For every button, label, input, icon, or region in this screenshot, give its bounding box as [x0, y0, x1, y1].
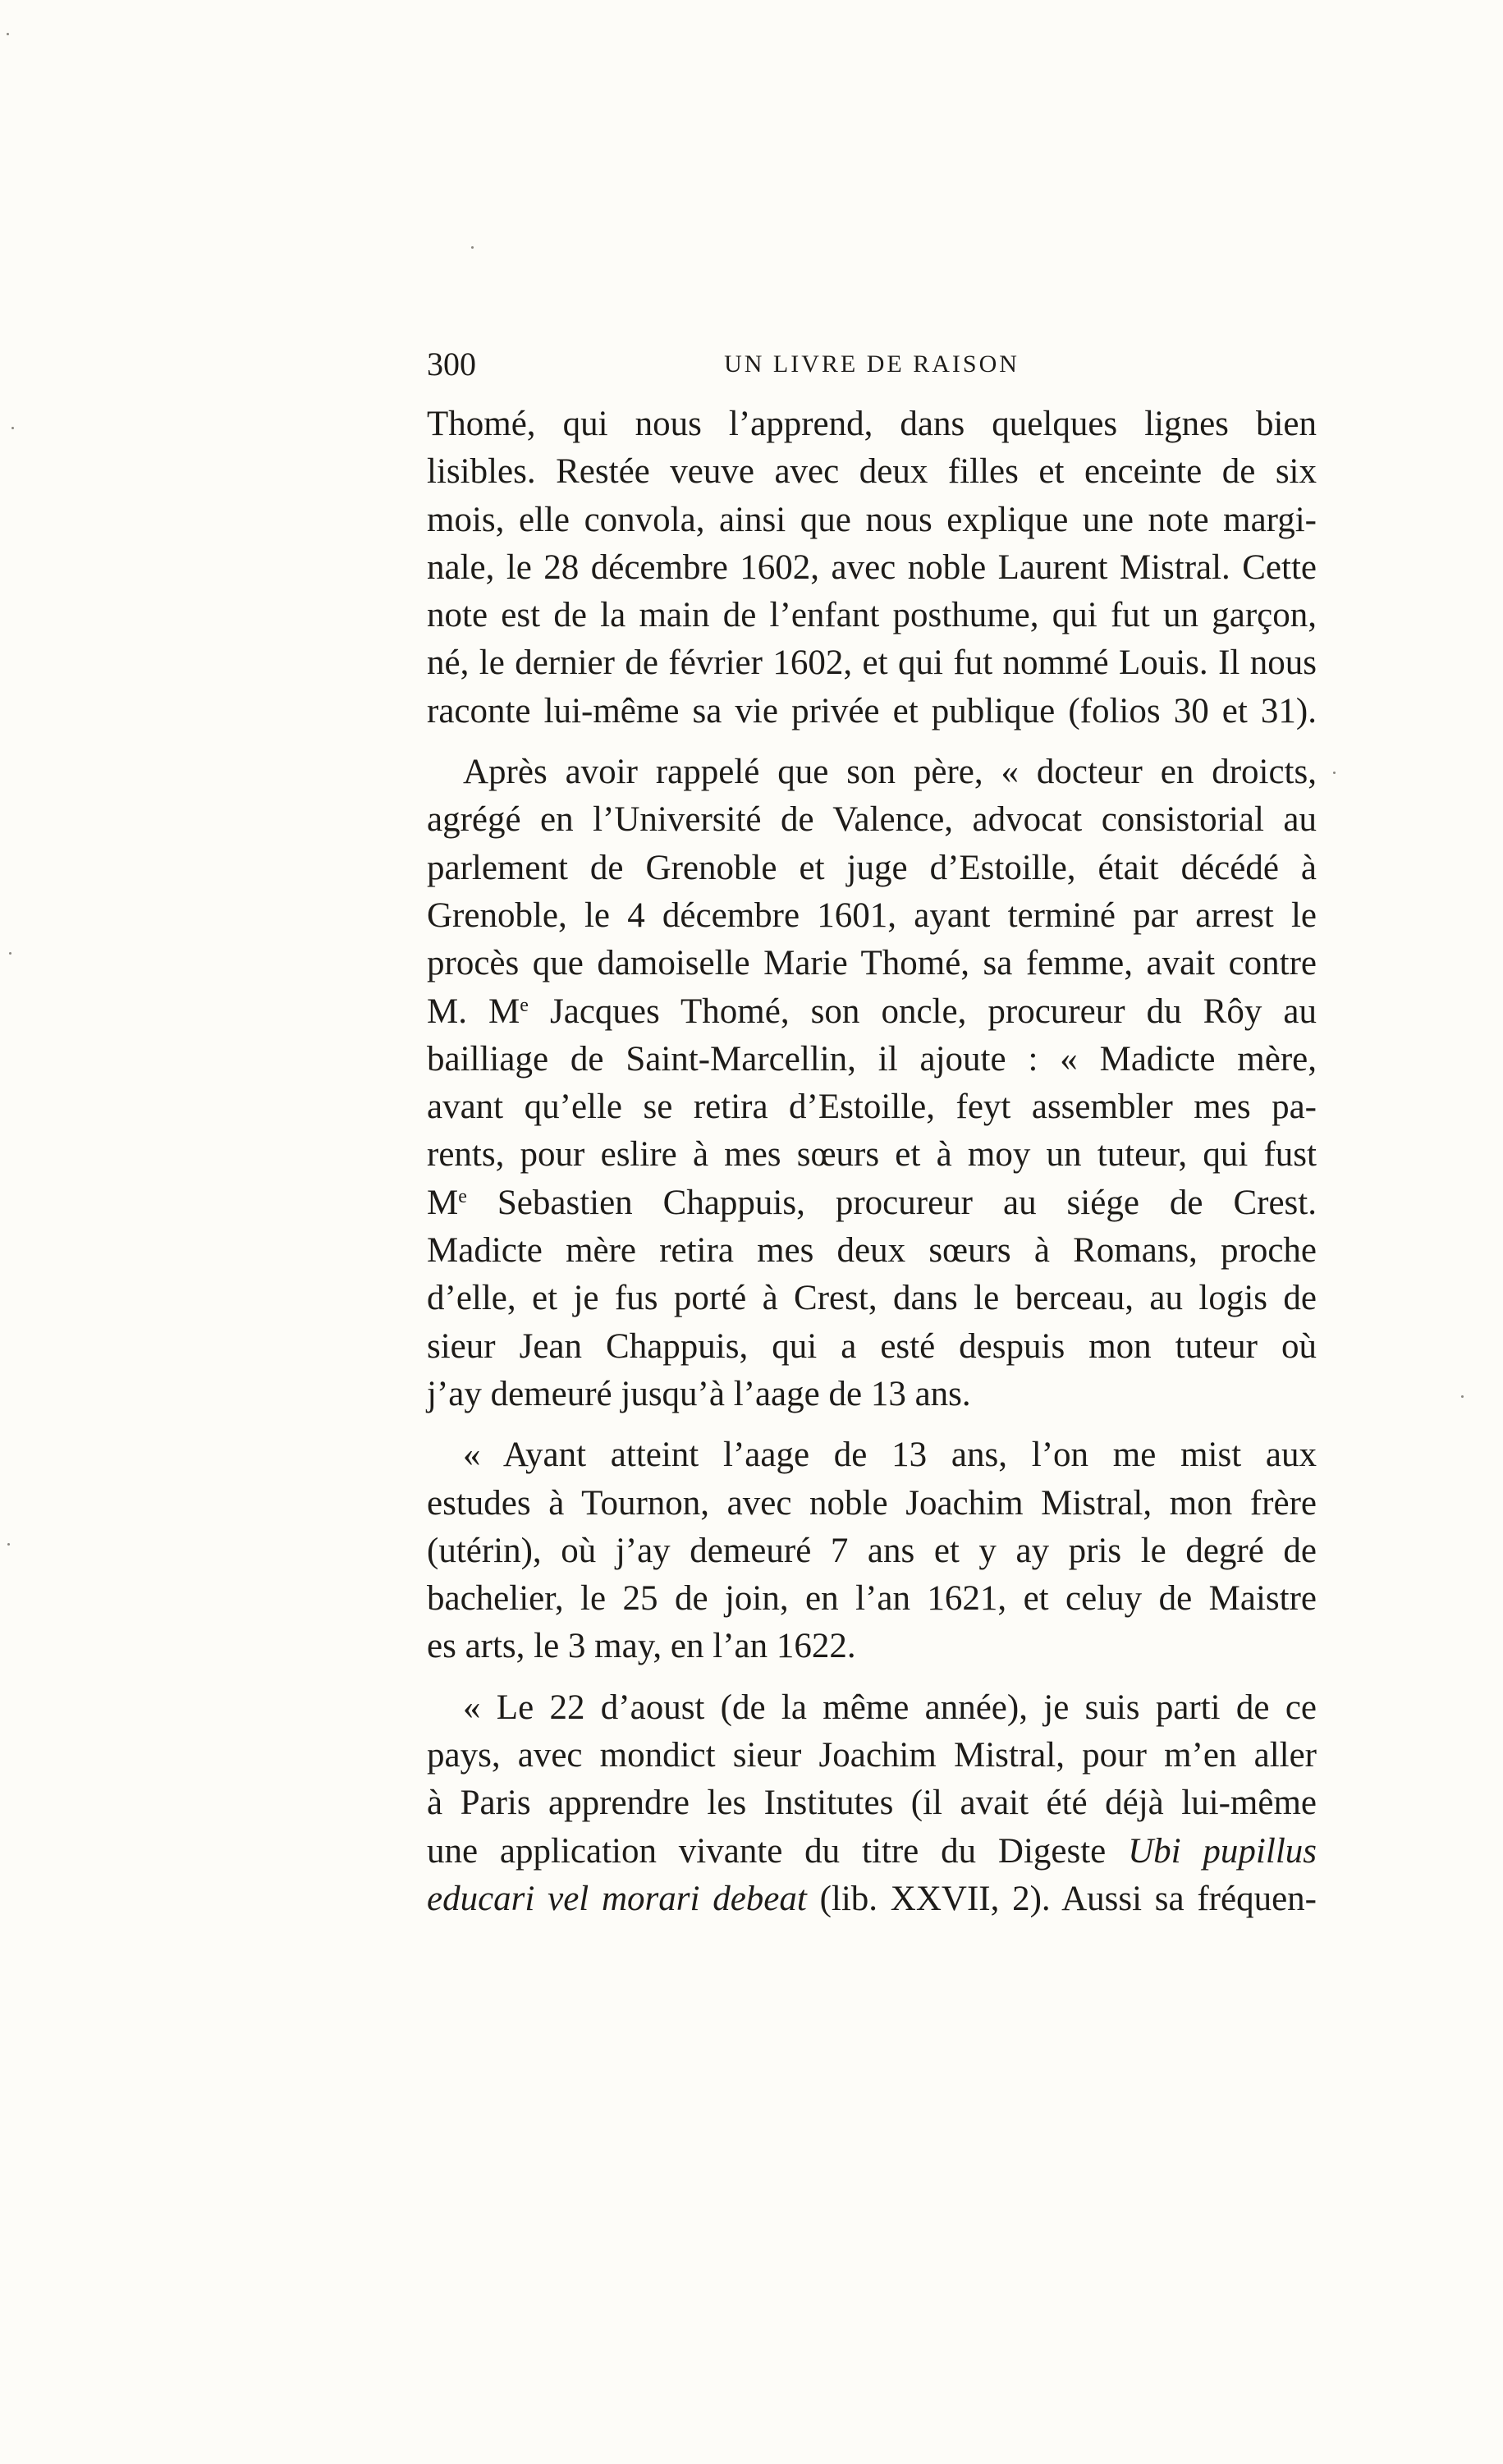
scan-speck: [471, 246, 474, 249]
text-line: [427, 988, 1317, 1036]
paragraph-1: [427, 401, 1317, 735]
text-line: sieur Jean Chappuis, qui a esté despuis mon tuteur où: [427, 1326, 1317, 1366]
text-span: (lib. XXVII, 2). Aussi sa fréquen-: [806, 1879, 1317, 1918]
text-span: Sebastien Chappuis, procureur au siége de Crest.: [466, 1183, 1317, 1222]
text-line: bailliage de Saint-Marcellin, il ajoute : « Madicte mère,: [427, 1039, 1317, 1079]
scan-speck: [9, 952, 11, 955]
text-line: j’ay demeuré jusqu’à l’aage de 13 ans.: [427, 1374, 971, 1413]
text-line: agrégé en l’Université de Valence, advocat consistorial au: [427, 800, 1317, 840]
text-line: estudes à Tournon, avec noble Joachim Mistral, mon frère: [427, 1483, 1317, 1523]
superscript: e: [458, 1185, 467, 1207]
text-line: es arts, le 3 may, en l’an 1622.: [427, 1627, 856, 1666]
italic-text: educari vel morari debeat: [427, 1879, 807, 1918]
italic-text: Ubi pupillus: [1128, 1831, 1317, 1871]
text-line: raconte lui-même sa vie privée et publique (folios 30 et 31).: [427, 691, 1317, 730]
scan-speck: [1461, 1395, 1464, 1398]
paragraph-4: [427, 1684, 1317, 1923]
scan-speck: [7, 33, 9, 35]
scan-speck: [11, 427, 14, 429]
text-line: Thomé, qui nous l’apprend, dans quelques lignes bien: [427, 405, 1317, 443]
text-span: Jacques Thomé, son oncle, procureur du Rôy au: [528, 992, 1317, 1031]
text-span: M. M: [427, 992, 520, 1031]
text-line: né, le dernier de février 1602, et qui fut nommé Louis. Il nous: [427, 643, 1317, 683]
body-text: [427, 401, 1317, 1936]
text-line: d’elle, et je fus porté à Crest, dans le berceau, au logis de: [427, 1279, 1317, 1318]
page-header: [427, 340, 1317, 389]
text-line: avant qu’elle se retira d’Estoille, feyt assembler mes pa-: [427, 1088, 1317, 1127]
text-line: (utérin), où j’ay demeuré 7 ans et y ay pris le degré de: [427, 1531, 1317, 1570]
text-line: « Ayant atteint l’aage de 13 ans, l’on me mist aux: [463, 1436, 1317, 1475]
text-line: nale, le 28 décembre 1602, avec noble Laurent Mistral. Cette: [427, 547, 1317, 587]
text-line: mois, elle convola, ainsi que nous explique une note margi-: [427, 500, 1317, 539]
running-title: UN LIVRE DE RAISON: [724, 350, 1020, 378]
scan-speck: [1333, 772, 1336, 774]
text-line: parlement de Grenoble et juge d’Estoille, était décédé à: [427, 848, 1317, 887]
text-line: [427, 1179, 1317, 1227]
superscript: e: [520, 994, 529, 1016]
text-line: « Le 22 d’aoust (de la même année), je suis parti de ce: [463, 1688, 1317, 1727]
text-line: Grenoble, le 4 décembre 1601, ayant terminé par arrest le: [427, 895, 1317, 935]
text-line: Madicte mère retira mes deux sœurs à Romans, proche: [427, 1231, 1317, 1271]
paragraph-3: [427, 1431, 1317, 1670]
text-line: à Paris apprendre les Institutes (il avait été déjà lui-même: [427, 1784, 1317, 1823]
text-line: pays, avec mondict sieur Joachim Mistral, pour m’en aller: [427, 1736, 1317, 1775]
text-line: rents, pour eslire à mes sœurs et à moy un tuteur, qui fust: [427, 1135, 1317, 1175]
page-number: 300: [427, 346, 476, 382]
text-line: note est de la main de l’enfant posthume, qui fut un garçon,: [427, 596, 1317, 635]
text-line: Après avoir rappelé que son père, « docteur en droicts,: [463, 753, 1317, 792]
text-span: M: [427, 1183, 459, 1222]
text-line: lisibles. Restée veuve avec deux filles et enceinte de six: [427, 452, 1317, 492]
text-line: procès que damoiselle Marie Thomé, sa femme, avait contre: [427, 944, 1317, 983]
text-line: bachelier, le 25 de join, en l’an 1621, et celuy de Maistre: [427, 1579, 1317, 1619]
text-span: une application vivante du titre du Digeste: [427, 1831, 1129, 1871]
scan-speck: [7, 1543, 10, 1546]
paragraph-2: [427, 749, 1317, 1418]
text-line: [427, 1875, 1317, 1923]
text-line: [427, 1828, 1317, 1875]
